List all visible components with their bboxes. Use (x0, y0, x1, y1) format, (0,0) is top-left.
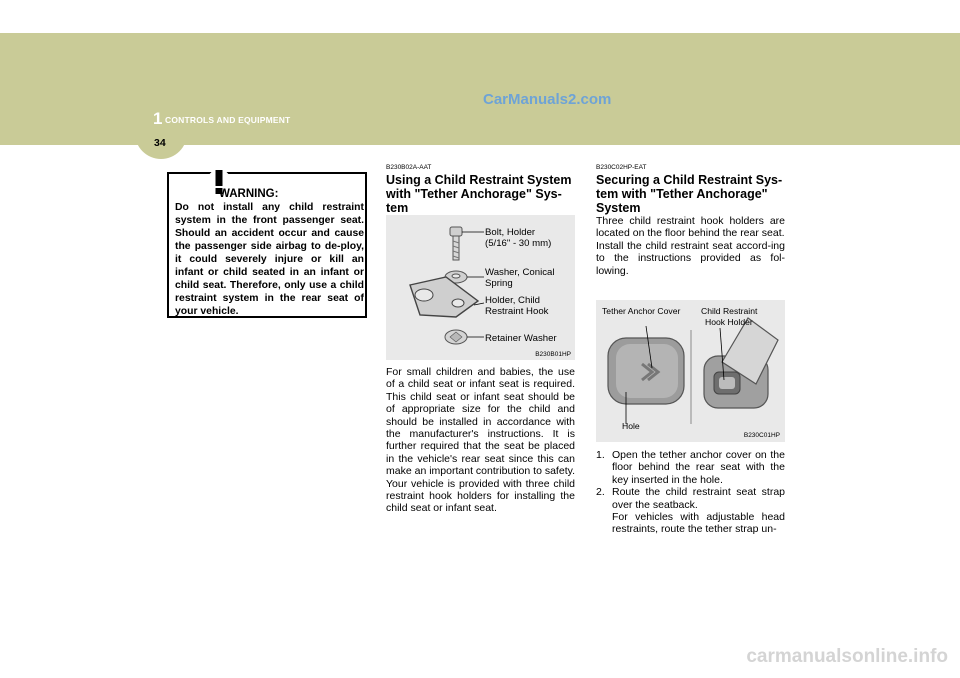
watermark-link[interactable]: CarManuals2.com (483, 91, 612, 108)
section-code: B230C02HP-EAT (596, 164, 647, 171)
tether-cover-drawing (608, 326, 684, 424)
warning-text: Do not install any child restraint system in the front passenger seat. Should an accident occur and cause the passenger side airbag to de-ploy, it could severely injure or kill an infant or child seated in an infant or child seat. Therefore, only use a child restraint system in the rear seat of your vehicle. (175, 202, 364, 317)
label-tether-cover: Tether Anchor Cover (602, 306, 681, 316)
footer-watermark: carmanualsonline.info (746, 646, 948, 667)
holder-drawing (410, 277, 484, 317)
section-securing (596, 164, 785, 277)
chapter-number: 1 (153, 109, 163, 128)
section-body: For small children and babies, the use of a child seat or infant seat is required. This child seat or infant seat should be of appropriate size for the child and should be installed in accordance with the manufacturer's instructions. It is further required that the seat be placed in the vehicle's rear seat since this can make an important contribution to safety. Your vehicle is provided with three child restraint hook holders for installing the child seat or infant seat. (386, 366, 575, 515)
retainer-washer-drawing (445, 330, 484, 344)
step-note: For vehicles with adjustable head restraints, route the tether strap un- (612, 511, 785, 536)
label-hole: Hole (622, 421, 640, 431)
bolt-drawing (450, 227, 484, 260)
section-title: Using a Child Restraint System with "Tether Anchorage" Sys-tem (386, 173, 572, 215)
hook-holder-drawing (704, 318, 778, 408)
label-hook-holder: Child Restraint Hook Holder (701, 306, 758, 327)
steps-list (596, 449, 785, 536)
section-title: Securing a Child Restraint Sys-tem with "Tether Anchorage" System (596, 173, 783, 215)
list-item: 2. Route the child restraint seat strap over the seatback. (596, 486, 785, 511)
section-code: B230B02A-AAT (386, 164, 432, 171)
section-tether-anchorage (386, 164, 575, 215)
page-number: 34 (154, 137, 166, 149)
warning-box (167, 172, 367, 318)
label-bolt: Bolt, Holder (5/16" - 30 mm) (485, 227, 552, 249)
label-holder: Holder, Child Restraint Hook (485, 295, 549, 317)
list-item: 1. Open the tether anchor cover on the floor behind the rear seat with the key inserted in the hole. (596, 449, 785, 486)
section-intro-2: Install the child restraint seat accord-ing to the instructions provided as fol-lowing. (596, 239, 785, 277)
label-washer: Washer, Conical Spring (485, 267, 555, 289)
warning-title: WARNING: (219, 188, 279, 200)
parts-figure (386, 215, 575, 360)
anchor-figure (596, 300, 785, 442)
figure-code: B230B01HP (535, 351, 571, 358)
label-retainer: Retainer Washer (485, 333, 557, 344)
figure-code: B230C01HP (743, 432, 780, 439)
chapter-title: CONTROLS AND EQUIPMENT (165, 115, 291, 125)
section-intro: Three child restraint hook holders are located on the floor behind the rear seat. (596, 215, 785, 240)
